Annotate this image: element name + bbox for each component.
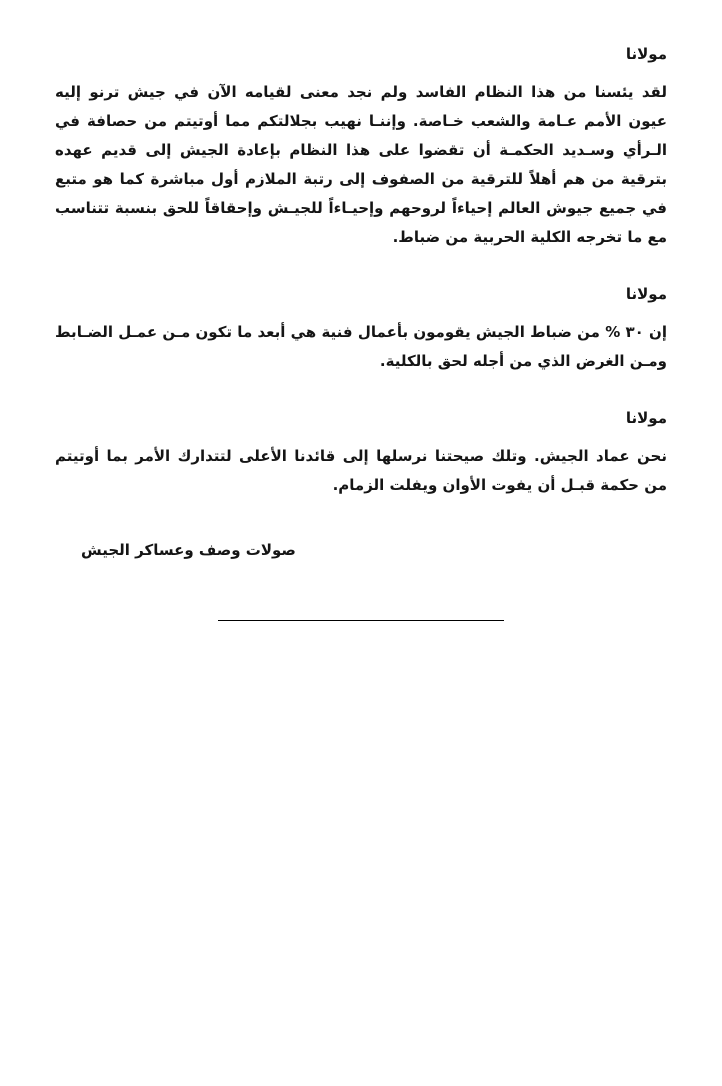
salutation-1: مولانا: [625, 45, 667, 63]
salutation-3: مولانا: [625, 409, 667, 427]
salutation-2: مولانا: [625, 285, 667, 303]
section-2: [55, 284, 667, 376]
section-1: [55, 44, 667, 252]
signature-rule: [218, 620, 504, 621]
paragraph-3: نحن عماد الجيش. وتلك صيحتنا نرسلها إلى قائدنا الأعلى لتتدارك الأمر بما أوتيتم من حكمة قبـل أن يفوت الأوان ويفلت الزمام.: [55, 447, 667, 494]
section-3: [55, 408, 667, 500]
signature-text: صولات وصف وعساكر الجيش: [81, 541, 296, 559]
paragraph-1: لقد يئسنا من هذا النظام الفاسد ولم نجد معنى لقيامه الآن في جيش ترنو إليه عيون الأمم عـامة والشعب خـاصة. وإننـا نهيب بجلالتكم مما أوتيتم من حصافة في الـرأي وسـديد الحكمـة أن تقضوا على هذا النظام بإعادة الجيش إلى قديم عهده بترقية من هم أهلاً للترقية من الصفوف إلى رتبة الملازم أول مباشرة كما هو متبع في جميع جيوش العالم إحياءاً لروحهم وإحيـاءاً للجيـش وإحقاقاً للحق بنسبة تتناسب مع ما تخرجه الكلية الحربية من ضباط.: [55, 83, 667, 246]
paragraph-2: إن ٣٠ % من ضباط الجيش يقومون بأعمال فنية هي أبعد ما تكون مـن عمـل الضـابط ومـن الغرض الذي من أجله لحق بالكلية.: [55, 323, 667, 370]
